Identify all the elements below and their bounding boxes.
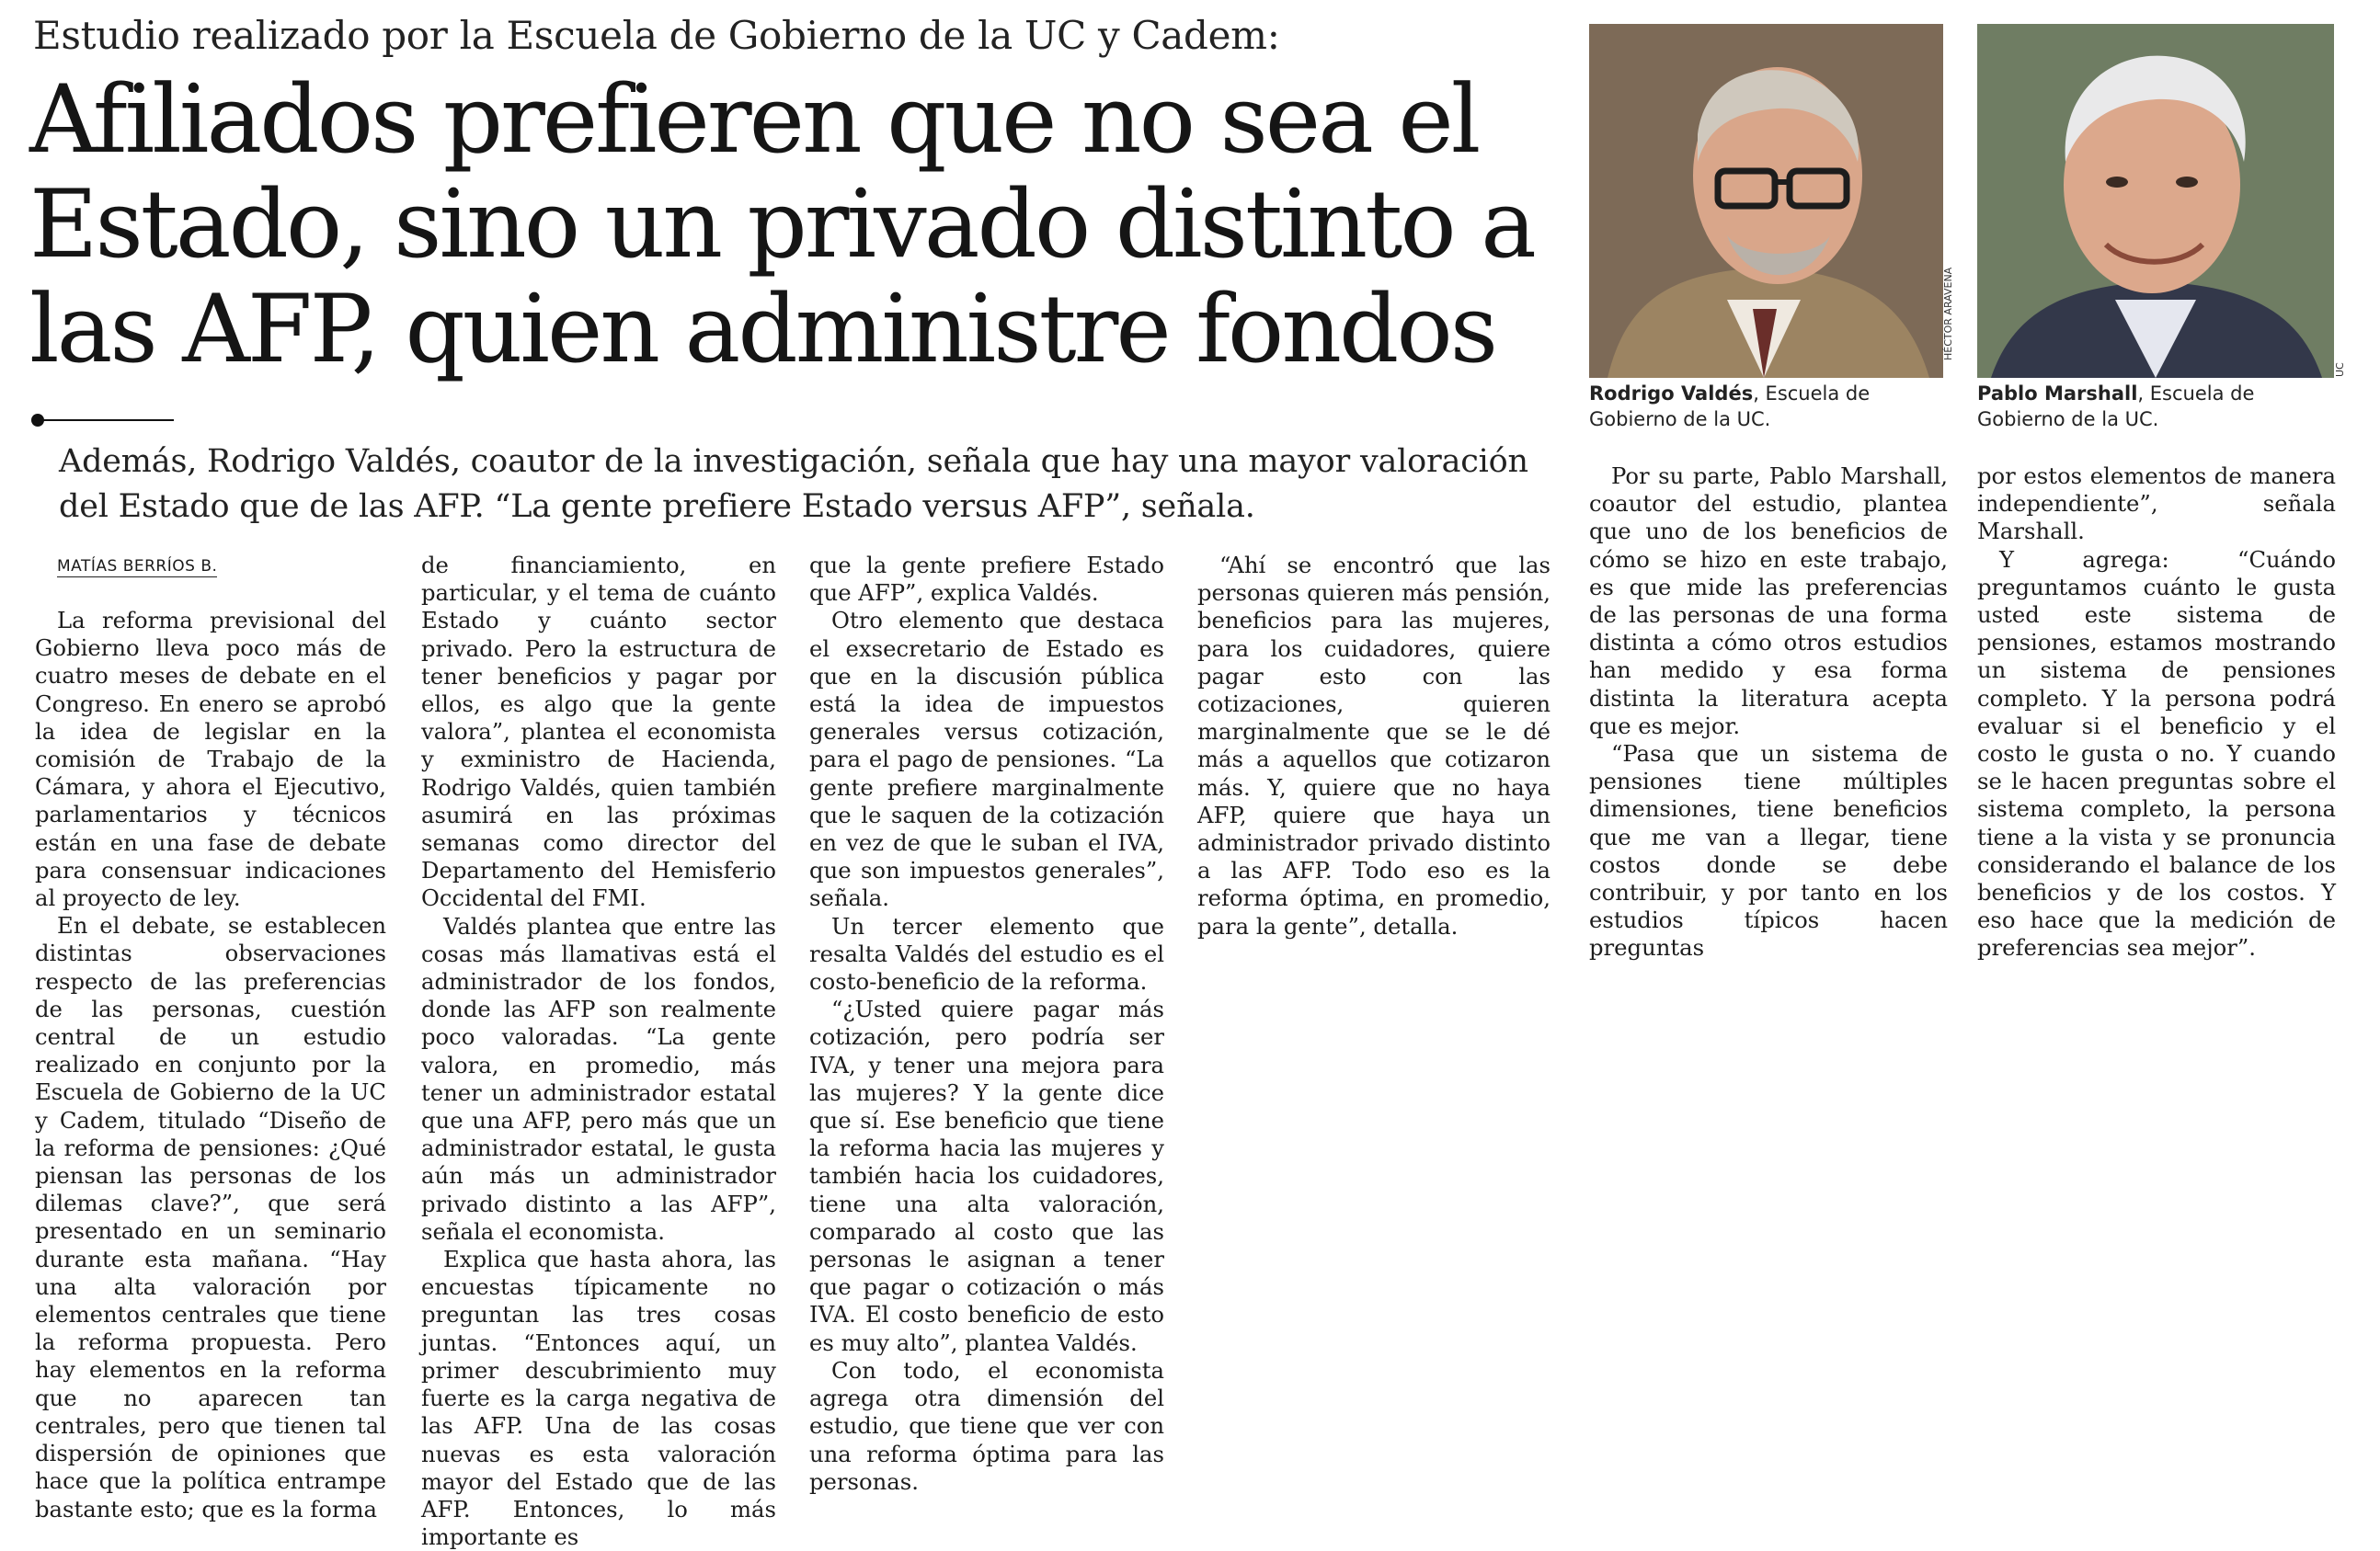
headline: Afiliados prefieren que no sea el Estado, sino un privado distinto a las AFP, quien administre fondos (29, 65, 1534, 384)
paragraph: Otro elemento que destaca el exsecretario de Estado es que en la discusión pública está la idea de impuestos generales versus cotización, para el pago de pensiones. “La gente prefiere marginalmente que le saquen de la cotización en vez de que le suban el IVA, que son impuestos generales”, señala. (809, 607, 1164, 912)
caption-text: , Escuela de Gobierno de la UC. (1589, 382, 1871, 430)
paragraph: Y agrega: “Cuándo preguntamos cuánto le gusta usted este sistema de pensiones, estamos mostrando un sistema de pensiones completo. Y la persona podrá evaluar si el beneficio y el costo le gusta o no. Y cuando se le hacen preguntas sobre el sistema completo, la persona tiene a la vista y se pronuncia considerando el balance de los beneficios y de los costos. Y eso hace que la medición de preferencias sea mejor”. (1977, 545, 2336, 962)
paragraph: En el debate, se establecen distintas observaciones respecto de las preferencias de las personas, cuestión central de un estudio realizado en conjunto por la Escuela de Gobierno de la UC y Cadem, titulado “Diseño de la reforma de pensiones: ¿Qué piensan las personas de los dilemas clave?”, que será presentado en un seminario durante esta mañana. “Hay una alta valoración por elementos centrales que tiene la reforma propuesta. Pero hay elementos en la reforma que no aparecen tan centrales, pero que tienen tal dispersión de opiniones que hace que la política entrampe bastante esto; que es la forma (35, 912, 386, 1522)
column-2 (421, 552, 776, 1551)
caption-text: , Escuela de Gobierno de la UC. (1977, 382, 2255, 430)
column-6 (1977, 462, 2336, 963)
paragraph: de financiamiento, en particular, y el tema de cuánto Estado y cuánto sector privado. Pero la estructura de tener beneficios y pagar por ellos, es algo que la gente valora”, plantea el economista y exministro de Hacienda, Rodrigo Valdés, quien también asumirá en las próximas semanas como director del Departamento del Hemisferio Occidental del FMI. (421, 552, 776, 912)
portrait-illustration (1589, 24, 1943, 378)
column-4 (1197, 552, 1550, 941)
paragraph: por estos elementos de manera independiente”, señala Marshall. (1977, 462, 2336, 545)
portrait-illustration (1977, 24, 2334, 378)
caption-name: Rodrigo Valdés (1589, 382, 1754, 405)
photo-caption (1589, 381, 1948, 432)
paragraph: Con todo, el economista agrega otra dimensión del estudio, que tiene que ver con una reforma óptima para las personas. (809, 1356, 1164, 1495)
paragraph: que la gente prefiere Estado que AFP”, explica Valdés. (809, 552, 1164, 607)
column-5 (1589, 462, 1948, 963)
deck-rule-line (40, 419, 174, 421)
byline: MATÍAS BERRÍOS B. (57, 557, 218, 576)
paragraph: La reforma previsional del Gobierno lleva poco más de cuatro meses de debate en el Congreso. En enero se aprobó la idea de legislar en la comisión de Trabajo de la Cámara, y ahora el Ejecutivo, parlamentarios y técnicos están en una fase de debate para consensuar indicaciones al proyecto de ley. (35, 607, 386, 912)
paragraph: “Pasa que un sistema de pensiones tiene múltiples dimensiones, tiene beneficios que me van a llegar, tiene costos donde se debe contribuir, y por tanto en los estudios típicos hacen preguntas (1589, 740, 1948, 962)
column-3 (809, 552, 1164, 1496)
photo-pablo-marshall (1977, 24, 2334, 378)
deck: Además, Rodrigo Valdés, coautor de la investigación, señala que hay una mayor valoración del Estado que de las AFP. “La gente prefiere Estado versus AFP”, señala. (59, 443, 1528, 525)
paragraph: Por su parte, Pablo Marshall, coautor del estudio, plantea que uno de los beneficios de cómo se hizo en este trabajo, es que mide las preferencias de las personas de una forma distinta a cómo otros estudios han medido y esa forma distinta la literatura acepta que es mejor. (1589, 462, 1948, 739)
paragraph: Valdés plantea que entre las cosas más llamativas está el administrador de los fondos, donde las AFP son realmente poco valoradas. “La gente valora, en promedio, más tener un administrador estatal que una AFP, pero más que un administrador estatal, le gusta aún más un administrador privado distinto a las AFP”, señala el economista. (421, 912, 776, 1245)
photo-credit: HÉCTOR ARAVENA (1942, 267, 1954, 360)
paragraph: Un tercer elemento que resalta Valdés del estudio es el costo-beneficio de la reforma. (809, 912, 1164, 996)
paragraph: Explica que hasta ahora, las encuestas típicamente no preguntan las tres cosas juntas. “Entonces aquí, un primer descubrimiento muy fuerte es la carga negativa de las AFP. Una de las cosas nuevas es esta valoración mayor del Estado que de las AFP. Entonces, lo más importante es (421, 1246, 776, 1551)
photo-rodrigo-valdes (1589, 24, 1943, 378)
photo-caption (1977, 381, 2336, 432)
column-1 (35, 607, 386, 1523)
caption-name: Pablo Marshall (1977, 382, 2138, 405)
photo-credit: UC (2334, 362, 2346, 377)
paragraph: “¿Usted quiere pagar más cotización, pero podría ser IVA, y tener una mejora para las mujeres? Y la gente dice que sí. Ese beneficio que tiene la reforma hacia las mujeres y también hacia los cuidadores, tiene una alta valoración, comparado al costo que las personas le asignan a tener que pagar o cotización o más IVA. El costo beneficio de esto es muy alto”, plantea Valdés. (809, 996, 1164, 1356)
kicker: Estudio realizado por la Escuela de Gobierno de la UC y Cadem: (33, 13, 1280, 58)
paragraph: “Ahí se encontró que las personas quieren más pensión, beneficios para las mujeres, para los cuidadores, quiere pagar esto con las cotizaciones, quieren marginalmente que se le dé más a aquellos que cotizaron más. Y, quiere que no haya AFP, quiere que haya un administrador privado distinto a las AFP. Todo eso es la reforma óptima, en promedio, para la gente”, detalla. (1197, 552, 1550, 940)
